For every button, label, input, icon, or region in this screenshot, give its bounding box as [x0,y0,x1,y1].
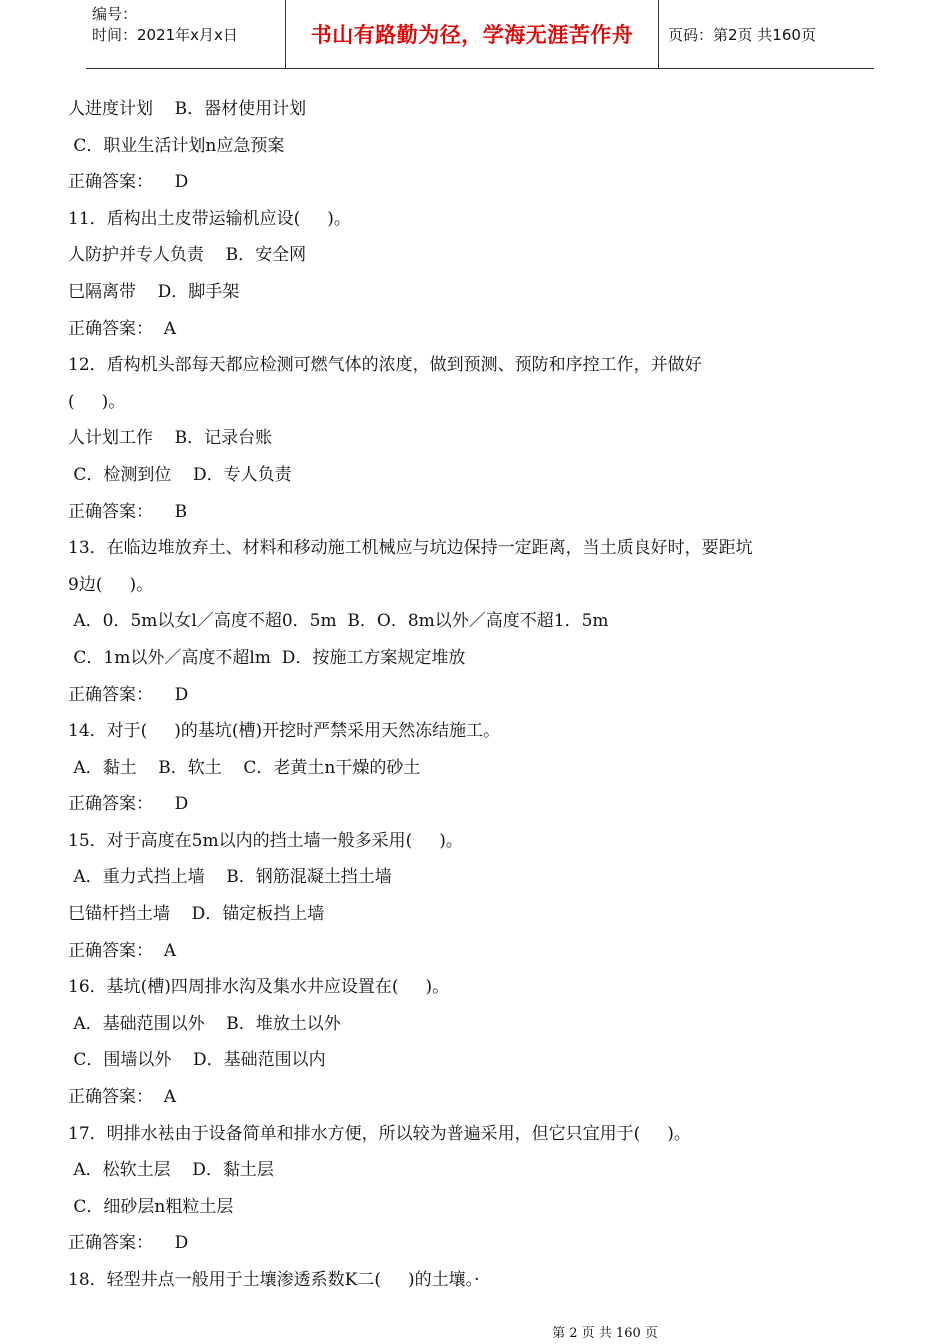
text-line: 15．对于高度在5m以内的挡土墙一般多采用( )。 [68,830,463,851]
text-line: 11．盾构出土皮带运输机应设( )。 [68,208,351,229]
text-line: 正确答案： B [68,501,188,522]
document-body [68,91,888,1299]
text-line: 正确答案： A [68,1087,177,1108]
text-line: A．0．5m以女l／高度不超0．5m B．O．8m以外／高度不超1．5m [68,611,609,632]
text-line: 正确答案： A [68,318,177,339]
header-motto: 书山有路勤为径，学海无涯苦作舟 [310,23,634,47]
text-line: 人防护并专人负责 B．安全网 [68,245,307,266]
text-line: 巳隔离带 D．脚手架 [68,281,240,302]
text-line: 18．轻型井点一般用于土壤渗透系数K二( )的土壤。· [68,1270,480,1290]
text-line: 16．基坑(槽)四周排水沟及集水井应设置在( )。 [68,977,450,998]
header-meta [92,4,287,46]
text-line: A．黏土 B．软土 C．老黄土n干燥的砂土 [68,757,421,778]
text-line: 9边( )。 [68,574,154,595]
text-line: 正确答案： D [68,684,189,705]
header-page-info: 页码：第2页 共160页 [668,25,816,44]
text-line: ( )。 [68,391,126,412]
page-footer: 第 2 页 共 160 页 [552,1326,658,1341]
text-line: C．1m以外／高度不超lm D．按施工方案规定堆放 [68,647,466,668]
text-line: 正确答案： D [68,794,189,815]
text-line: 人计划工作 B．记录台账 [68,428,273,449]
text-line: C．围墙以外 D．基础范围以内 [68,1050,326,1071]
text-line: C．检测到位 D．专人负责 [68,464,292,485]
text-line: C．细砂层n粗粒土层 [68,1196,234,1217]
text-line: A．重力式挡上墙 B．钢筋混凝土挡土墙 [68,867,392,888]
text-line: A．基础范围以外 B．堆放土以外 [68,1013,341,1034]
page-header [86,0,874,69]
header-number-label: 编号： [92,5,138,23]
text-line: 14．对于( )的基坑(槽)开挖时严禁采用天然冻结施工。 [68,721,501,742]
text-line: A．松软土层 D．黏土层 [68,1160,274,1181]
text-line: 正确答案： A [68,940,177,961]
text-line: 正确答案： D [68,1233,189,1254]
text-line: 人进度计划 B．器材使用计划 [68,99,307,119]
text-line: 12．盾构机头部每天都应检测可燃气体的浓度，做到预测、预防和序控工作，并做好 [68,355,702,376]
text-line: 17．明排水袪由于设备简单和排水方便，所以较为普遍采用，但它只宜用于( )。 [68,1123,691,1144]
header-divider [658,0,659,68]
text-line: 正确答案： D [68,172,189,193]
header-time-label: 时间：2021年x月x日 [92,26,238,44]
text-line: 13．在临边堆放弃土、材料和移动施工机械应与坑边保持一定距离，当土质良好时，要距坑 [68,538,753,559]
text-line: C．职业生活计划n应急预案 [68,135,285,156]
text-line: 巳锚杆挡土墙 D．锚定板挡上墙 [68,904,325,925]
